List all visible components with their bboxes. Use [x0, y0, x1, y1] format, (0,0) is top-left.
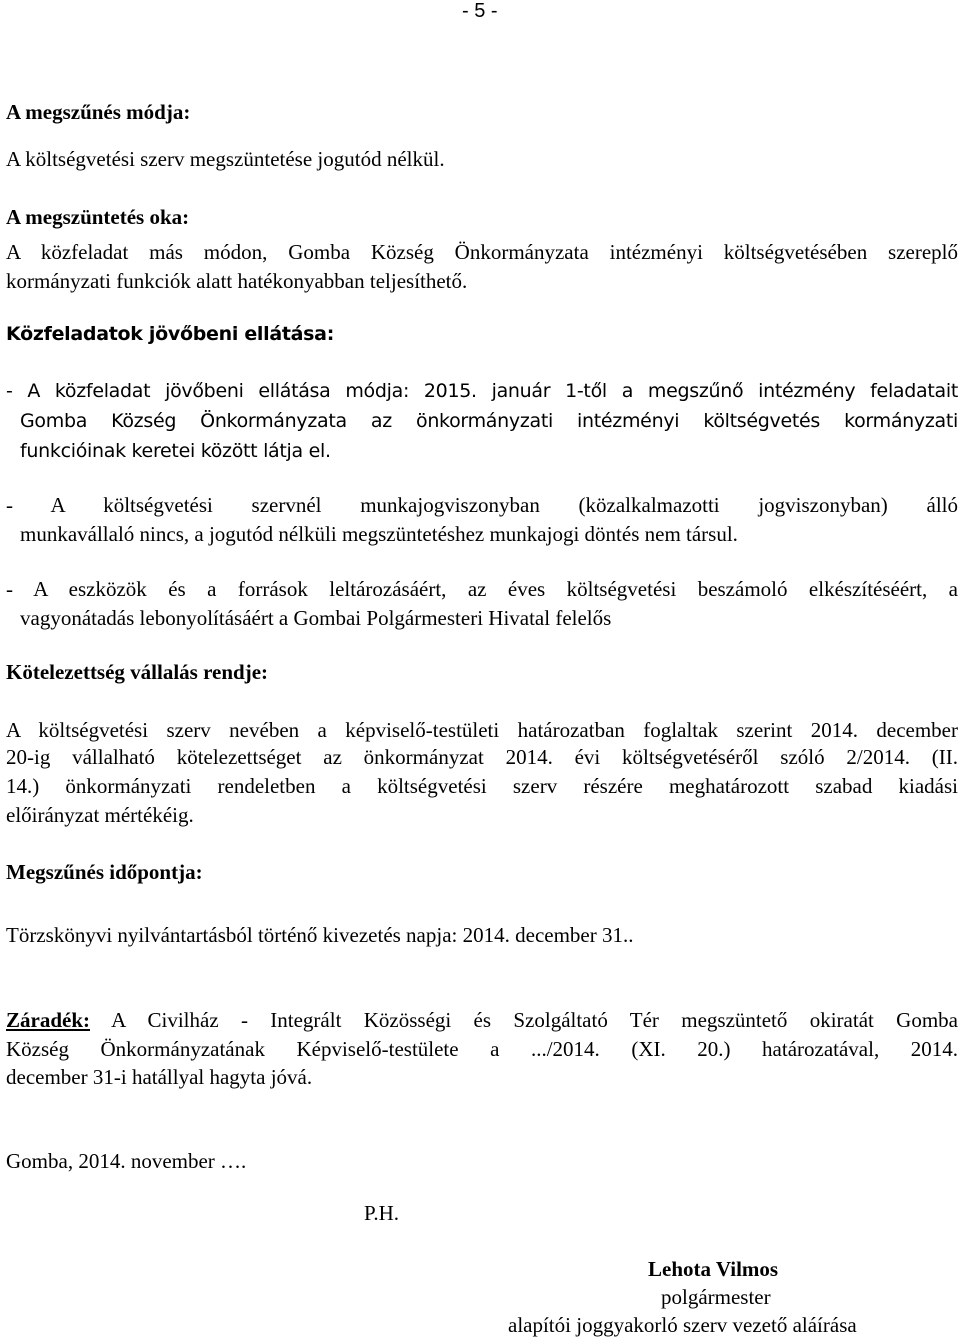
future-tasks-item3-line: vagyonátadás lebonyolításáért a Gombai Polgármesteri Hivatal felelős [20, 606, 612, 630]
termination-reason-line: kormányzati funkciók alatt hatékonyabban teljesíthető. [6, 269, 468, 293]
commitment-rules-line: előirányzat mértékéig. [6, 803, 194, 827]
termination-method-text: A költségvetési szerv megszüntetése jogutód nélkül. [6, 147, 445, 171]
closing-clause-label: Záradék: [6, 1008, 90, 1032]
closing-clause-text: A Civilház - Integrált Közösségi és Szolgáltató Tér megszüntető okiratát Gomba [90, 1008, 958, 1032]
closing-clause-line [6, 1008, 958, 1033]
commitment-rules-line: 14.) önkormányzati rendeletben a költségvetési szerv részére meghatározott szabad kiadási [6, 774, 958, 798]
commitment-rules-line: 20-ig vállalható kötelezettséget az önkormányzat 2014. évi költségvetéséről szóló 2/2014. (II. [6, 745, 958, 769]
future-tasks-item2-line: - A költségvetési szervnél munkajogviszonyban (közalkalmazotti jogviszonyban) álló [6, 493, 958, 517]
heading-termination-reason: A megszüntetés oka: [6, 205, 190, 229]
heading-termination-method: A megszűnés módja: [6, 100, 191, 124]
seal-placeholder: P.H. [364, 1201, 400, 1225]
heading-future-tasks: Közfeladatok jövőbeni ellátása: [6, 323, 335, 345]
future-tasks-item1-line: funkcióinak keretei között látja el. [20, 440, 331, 462]
signatory-title: polgármester [661, 1285, 771, 1309]
termination-reason-line: A közfeladat más módon, Gomba Község Önkormányzata intézményi költségvetésében szereplő [6, 240, 958, 264]
future-tasks-item3-line: - A eszközök és a források leltározásáért, az éves költségvetési beszámoló elkészítéséért, a [6, 577, 958, 601]
future-tasks-item1-line: - A közfeladat jövőbeni ellátása módja: 2015. január 1-től a megszűnő intézmény feladatait [6, 380, 958, 402]
place-date: Gomba, 2014. november …. [6, 1149, 247, 1173]
heading-commitment-rules: Kötelezettség vállalás rendje: [6, 660, 269, 684]
signatory-role: alapítói joggyakorló szerv vezető aláírása [508, 1313, 857, 1337]
future-tasks-item1-line: Gomba Község Önkormányzata az önkormányzati intézményi költségvetés kormányzati [20, 410, 958, 432]
termination-date-text: Törzskönyvi nyilvántartásból történő kivezetés napja: 2014. december 31.. [6, 923, 634, 947]
closing-clause-line: december 31-i hatállyal hagyta jóvá. [6, 1065, 313, 1089]
closing-clause-line: Község Önkormányzatának Képviselő-testülete a .../2014. (XI. 20.) határozatával, 2014. [6, 1037, 958, 1061]
page-number: - 5 - [462, 0, 498, 22]
heading-termination-date: Megszűnés időpontja: [6, 860, 203, 884]
future-tasks-item2-line: munkavállaló nincs, a jogutód nélküli megszüntetéshez munkajogi döntés nem társul. [20, 522, 738, 546]
signatory-name: Lehota Vilmos [648, 1257, 779, 1281]
commitment-rules-line: A költségvetési szerv nevében a képviselő-testületi határozatban foglaltak szerint 2014. december [6, 718, 958, 742]
